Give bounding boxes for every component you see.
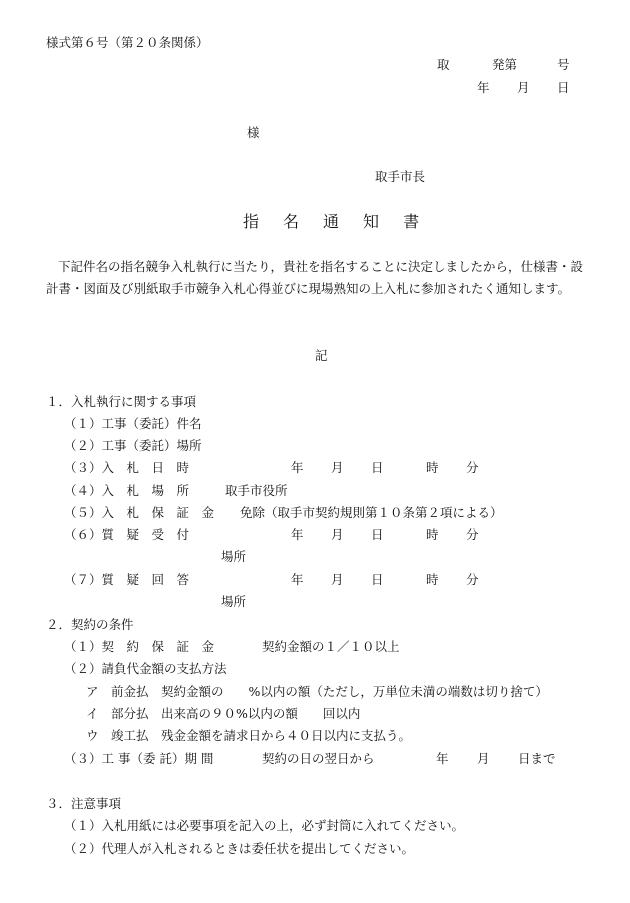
unit-nen: 年 bbox=[291, 460, 304, 475]
unit-ji: 時 bbox=[426, 572, 439, 587]
unit-fun: 分 bbox=[466, 572, 479, 587]
form-number: 様式第６号（第２０条関係） bbox=[46, 35, 209, 50]
unit-ji: 時 bbox=[426, 527, 439, 542]
unit-hi: 日 bbox=[371, 527, 384, 542]
title-char: 知 bbox=[363, 212, 380, 231]
payment-u: ウ 竣工払 残金金額を請求日から４０日以内に支払う。 bbox=[86, 728, 412, 743]
payment-a: ア 前金払 契約金額の %以内の額（ただし，万単位未満の端数は切り捨て） bbox=[86, 684, 548, 699]
item-6: （６）質 疑 受 付 bbox=[64, 527, 190, 542]
unit-hi: 日 bbox=[371, 572, 384, 587]
title-char: 指 bbox=[243, 212, 260, 231]
unit-nen: 年 bbox=[436, 751, 449, 766]
item-5: （５）入 札 保 証 金 bbox=[64, 505, 215, 520]
title-char: 名 bbox=[283, 212, 300, 231]
item-5-value: 免除（取手市契約規則第１０条第２項による） bbox=[240, 505, 503, 520]
ref-tori: 取 bbox=[437, 57, 450, 72]
condition-2: （２）請負代金額の支払方法 bbox=[64, 661, 227, 676]
item-4-value: 取手市役所 bbox=[225, 483, 288, 498]
item-3: （３）入 札 日 時 bbox=[64, 460, 190, 475]
item-7: （７）質 疑 回 答 bbox=[64, 572, 190, 587]
item-1: （１）工事（委託）件名 bbox=[64, 416, 202, 431]
item-6-basho: 場所 bbox=[221, 549, 247, 564]
addressee-suffix: 様 bbox=[247, 125, 260, 140]
condition-3-made: 日まで bbox=[518, 751, 556, 766]
condition-3: （３）工 事（委 託）期 間 bbox=[64, 751, 214, 766]
ref-hatsudai: 発第 bbox=[492, 57, 518, 72]
ki-label: 記 bbox=[315, 348, 328, 363]
date-tsuki: 月 bbox=[517, 80, 530, 95]
unit-tsuki: 月 bbox=[331, 460, 344, 475]
item-7-basho: 場所 bbox=[221, 594, 247, 609]
unit-tsuki: 月 bbox=[331, 527, 344, 542]
date-hi: 日 bbox=[557, 80, 570, 95]
unit-fun: 分 bbox=[466, 527, 479, 542]
body-paragraph: 下記件名の指名競争入札執行に当たり，貴社を指名することに決定しましたから，仕様書・設計書・図面及び別紙取手市競争入札心得並びに現場熟知の上入札に参加されたく通知します。 bbox=[46, 259, 584, 296]
sender: 取手市長 bbox=[375, 169, 426, 184]
document-title bbox=[243, 214, 419, 230]
ref-gou: 号 bbox=[557, 57, 570, 72]
section1-heading: １．入札執行に関する事項 bbox=[46, 394, 197, 409]
section2-heading: ２．契約の条件 bbox=[46, 617, 134, 632]
condition-1: （１）契 約 保 証 金 bbox=[64, 639, 215, 654]
note-1: （１）入札用紙には必要事項を記入の上，必ず封筒に入れてください。 bbox=[64, 818, 465, 833]
date-nen: 年 bbox=[477, 80, 490, 95]
unit-nen: 年 bbox=[291, 572, 304, 587]
unit-tsuki: 月 bbox=[477, 751, 490, 766]
payment-i: イ 部分払 出来高の９０%以内の額 回以内 bbox=[86, 706, 361, 721]
unit-nen: 年 bbox=[291, 527, 304, 542]
title-char: 通 bbox=[323, 212, 340, 231]
unit-hi: 日 bbox=[371, 460, 384, 475]
unit-fun: 分 bbox=[466, 460, 479, 475]
condition-1-value: 契約金額の１／１０以上 bbox=[262, 639, 400, 654]
unit-tsuki: 月 bbox=[331, 572, 344, 587]
condition-3-value: 契約の日の翌日から bbox=[262, 751, 375, 766]
item-2: （２）工事（委託）場所 bbox=[64, 438, 202, 453]
title-char: 書 bbox=[403, 212, 420, 231]
item-4: （４）入 札 場 所 bbox=[64, 483, 190, 498]
section3-heading: ３．注意事項 bbox=[46, 796, 122, 811]
note-2: （２）代理人が入札されるときは委任状を提出してください。 bbox=[64, 841, 415, 856]
unit-ji: 時 bbox=[426, 460, 439, 475]
